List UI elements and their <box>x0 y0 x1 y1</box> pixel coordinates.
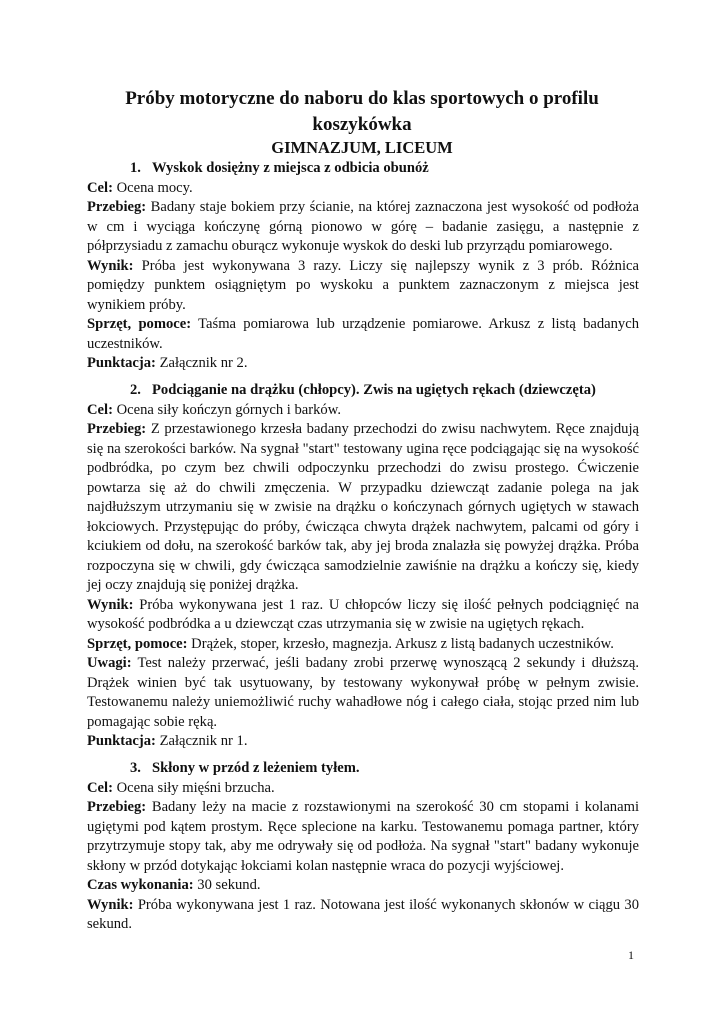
punktacja-paragraph <box>87 354 639 374</box>
punktacja-text: Załącznik nr 1. <box>159 733 248 749</box>
przebieg-text: Z przestawionego krzesła badany przechodzi do zwisu nachwytem. Ręce znajdują się na szerokości barków. Na sygnał "start" testowany ugina ręce podciągając się na wysokość podbródka, po czym bez chwili odpoczynku przechodzi do zwisu prostego. Ćwiczenie powtarza się aż do chwili zmęczenia. W przypadku dziewcząt zadanie polega na jak najdłuższym utrzymaniu się w zwisie na drążku o kończynach górnych ugiętych w stawach łokciowych. Przystępując do próby, ćwicząca chwyta drążek nachwytem, palcami od góry i kciukiem od dołu, na szerokość barków tak, aby jej broda znalazła się powyżej drążka. Próba rozpoczyna się w chwili, gdy ćwicząca samodzielnie zawiśnie na drążku a kończy się, kiedy jej oczy znajdują się poniżej drążka. <box>87 421 639 593</box>
section-title: Podciąganie na drążku (chłopcy). Zwis na ugiętych rękach (dziewczęta) <box>152 382 596 398</box>
cel-label: Cel: <box>87 779 113 796</box>
section-number: 1. <box>130 160 141 176</box>
section-1 <box>87 159 639 374</box>
punktacja-label: Punktacja: <box>87 733 156 749</box>
wynik-label: Wynik: <box>87 896 134 913</box>
wynik-paragraph <box>87 896 639 935</box>
page-number: 1 <box>628 948 634 962</box>
cel-text: Ocena mocy. <box>116 179 193 196</box>
przebieg-paragraph <box>87 420 639 596</box>
section-title: Skłony w przód z leżeniem tyłem. <box>152 760 360 776</box>
wynik-paragraph <box>87 596 639 635</box>
sprzet-paragraph <box>87 315 639 354</box>
wynik-text: Próba wykonywana jest 1 raz. U chłopców liczy się ilość pełnych podciągnięć na wysokość podbródka a u dziewcząt czas utrzymania się w zwisie na ugiętych rękach. <box>87 596 639 632</box>
sprzet-text: Taśma pomiarowa lub urządzenie pomiarowe. Arkusz z listą badanych uczestników. <box>87 316 639 352</box>
section-number: 3. <box>130 760 141 776</box>
punktacja-label: Punktacja: <box>87 355 156 371</box>
cel-text: Ocena siły mięśni brzucha. <box>116 779 275 796</box>
czas-paragraph <box>87 876 639 896</box>
wynik-text: Próba jest wykonywana 3 razy. Liczy się najlepszy wynik z 3 prób. Różnica pomiędzy punktem osiągniętym po wyskoku a punktem zaznaczonym z miejsca jest wynikiem próby. <box>87 257 639 313</box>
section-3 <box>87 759 639 935</box>
cel-paragraph <box>87 179 639 199</box>
sprzet-label: Sprzęt, pomoce: <box>87 316 192 332</box>
section-title: Wyskok dosiężny z miejsca z odbicia obunóż <box>152 160 429 176</box>
wynik-label: Wynik: <box>87 596 134 613</box>
section-number: 2. <box>130 382 141 398</box>
document-subtitle: GIMNAZJUM, LICEUM <box>271 138 453 157</box>
wynik-label: Wynik: <box>87 257 134 274</box>
sprzet-paragraph <box>87 635 639 655</box>
cel-label: Cel: <box>87 179 113 196</box>
cel-paragraph <box>87 779 639 799</box>
przebieg-label: Przebieg: <box>87 421 147 437</box>
document-title: Próby motoryczne do naboru do klas sportowych o profilu koszykówka <box>125 88 599 135</box>
wynik-text: Próba wykonywana jest 1 raz. Notowana jest ilość wykonanych skłonów w ciągu 30 sekund. <box>87 896 639 932</box>
uwagi-label: Uwagi: <box>87 655 132 671</box>
przebieg-label: Przebieg: <box>87 199 147 215</box>
przebieg-label: Przebieg: <box>87 799 147 815</box>
przebieg-paragraph <box>87 198 639 257</box>
section-heading <box>87 381 639 401</box>
punktacja-text: Załącznik nr 2. <box>159 355 248 371</box>
section-heading <box>87 759 639 779</box>
sprzet-text: Drążek, stoper, krzesło, magnezja. Arkusz z listą badanych uczestników. <box>191 635 614 652</box>
cel-text: Ocena siły kończyn górnych i barków. <box>116 401 341 418</box>
cel-paragraph <box>87 401 639 421</box>
czas-text: 30 sekund. <box>197 877 261 893</box>
przebieg-text: Badany leży na macie z rozstawionymi na szerokość 30 cm stopami i kolanami ugiętymi pod kątem prostym. Ręce splecione na karku. Testowanemu pomaga partner, który przytrzymuje stopy tak, aby me odrywały się od podłoża. Na sygnał "start" badany wykonuje skłony w przód dotykając łokciami kolan następnie wraca do pozycji wyjściowej. <box>87 799 639 874</box>
przebieg-text: Badany staje bokiem przy ścianie, na której zaznaczona jest wysokość od podłoża w cm i wyciąga kończynę górną pionowo w górę – badanie zasięgu, a następnie z półprzysiadu z zamachu oburącz wykonuje wyskok do deski lub przyrządu pomiarowego. <box>87 199 639 254</box>
section-2 <box>87 381 639 752</box>
uwagi-paragraph <box>87 654 639 732</box>
sprzet-label: Sprzęt, pomoce: <box>87 635 188 652</box>
section-heading <box>87 159 639 179</box>
punktacja-paragraph <box>87 732 639 752</box>
przebieg-paragraph <box>87 798 639 876</box>
cel-label: Cel: <box>87 401 113 418</box>
wynik-paragraph <box>87 257 639 316</box>
uwagi-text: Test należy przerwać, jeśli badany zrobi przerwę wynoszącą 2 sekundy i dłuższą. Drążek winien być tak usytuowany, by testowany wykonywał próbę w pełnym zwisie. Testowanemu należy uniemożliwić ruchy wahadłowe nóg i całego ciała, stojąc przed nim lub pomagając sobie ręką. <box>87 655 640 730</box>
czas-label: Czas wykonania: <box>87 877 194 893</box>
